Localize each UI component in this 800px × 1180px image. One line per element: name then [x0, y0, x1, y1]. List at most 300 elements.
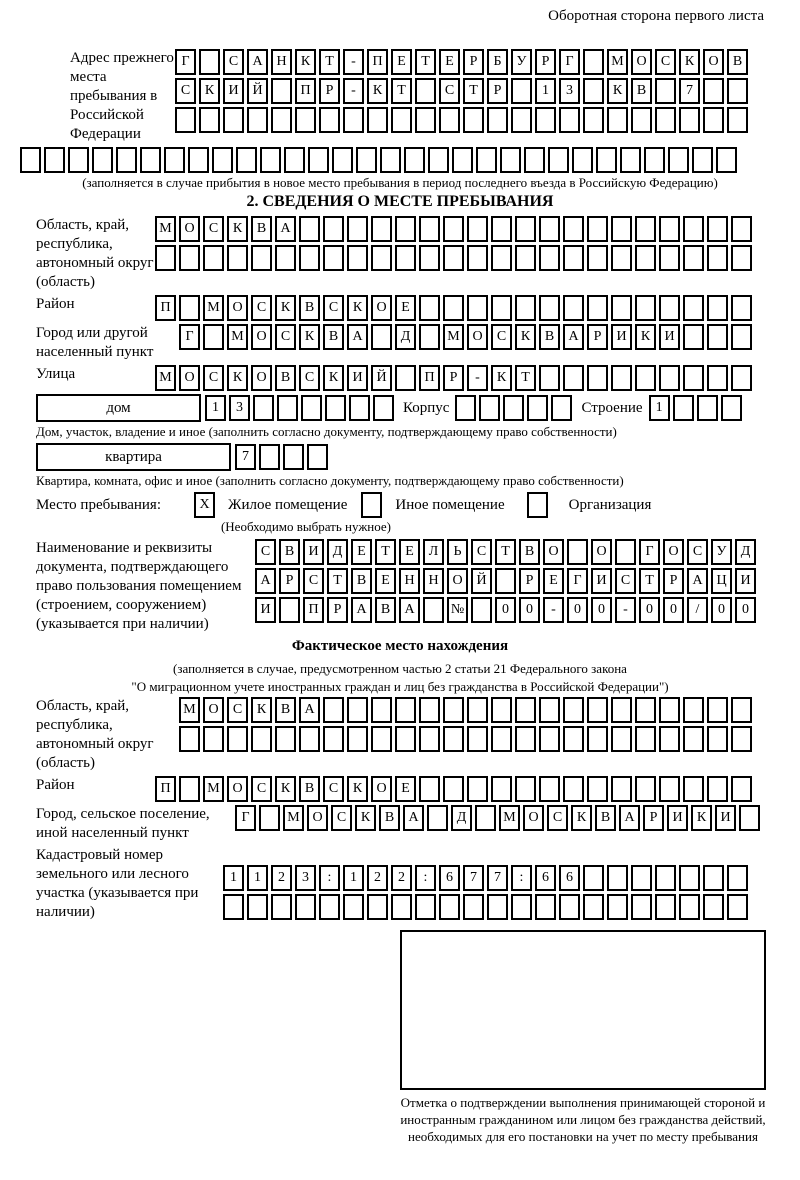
char-cell[interactable]: И [223, 78, 244, 104]
char-cell[interactable] [587, 365, 608, 391]
char-cell[interactable] [323, 697, 344, 723]
char-cell[interactable]: К [691, 805, 712, 831]
char-cell[interactable] [467, 776, 488, 802]
char-cell[interactable] [721, 395, 742, 421]
char-cell[interactable]: П [419, 365, 440, 391]
char-cell[interactable] [683, 216, 704, 242]
char-cell[interactable] [727, 107, 748, 133]
char-cell[interactable]: В [299, 776, 320, 802]
char-cell[interactable] [587, 776, 608, 802]
char-cell[interactable] [611, 776, 632, 802]
char-cell[interactable] [515, 726, 536, 752]
char-cell[interactable]: - [343, 49, 364, 75]
char-cell[interactable] [179, 295, 200, 321]
char-cell[interactable]: И [735, 568, 756, 594]
char-cell[interactable]: 1 [535, 78, 556, 104]
char-cell[interactable]: Р [463, 49, 484, 75]
char-cell[interactable]: К [571, 805, 592, 831]
char-cell[interactable]: Д [735, 539, 756, 565]
char-cell[interactable]: Н [423, 568, 444, 594]
char-cell[interactable] [707, 365, 728, 391]
char-cell[interactable] [491, 726, 512, 752]
char-cell[interactable] [259, 805, 280, 831]
char-cell[interactable]: М [179, 697, 200, 723]
char-cell[interactable] [727, 865, 748, 891]
char-cell[interactable] [395, 216, 416, 242]
char-cell[interactable]: К [251, 697, 272, 723]
char-cell[interactable] [635, 726, 656, 752]
char-cell[interactable]: А [247, 49, 268, 75]
char-cell[interactable] [731, 216, 752, 242]
char-cell[interactable]: О [307, 805, 328, 831]
char-cell[interactable]: Д [395, 324, 416, 350]
char-cell[interactable] [319, 107, 340, 133]
char-cell[interactable]: О [523, 805, 544, 831]
char-cell[interactable] [548, 147, 569, 173]
char-cell[interactable] [563, 697, 584, 723]
char-cell[interactable] [511, 894, 532, 920]
char-cell[interactable] [500, 147, 521, 173]
char-cell[interactable]: Р [535, 49, 556, 75]
char-cell[interactable]: Е [351, 539, 372, 565]
char-cell[interactable] [164, 147, 185, 173]
char-cell[interactable]: Б [487, 49, 508, 75]
char-cell[interactable] [583, 865, 604, 891]
char-cell[interactable]: Л [423, 539, 444, 565]
char-cell[interactable]: В [299, 295, 320, 321]
char-cell[interactable]: О [179, 216, 200, 242]
char-cell[interactable] [515, 295, 536, 321]
char-cell[interactable] [247, 894, 268, 920]
char-cell[interactable]: М [203, 295, 224, 321]
char-cell[interactable]: 6 [439, 865, 460, 891]
char-cell[interactable]: И [611, 324, 632, 350]
char-cell[interactable] [655, 865, 676, 891]
char-cell[interactable] [467, 216, 488, 242]
char-cell[interactable] [731, 245, 752, 271]
char-cell[interactable]: 0 [495, 597, 516, 623]
char-cell[interactable]: В [375, 597, 396, 623]
char-cell[interactable] [539, 776, 560, 802]
house-type-box[interactable]: дом [36, 394, 201, 422]
char-cell[interactable]: С [687, 539, 708, 565]
char-cell[interactable] [371, 697, 392, 723]
char-cell[interactable]: 0 [639, 597, 660, 623]
char-cell[interactable] [443, 295, 464, 321]
char-cell[interactable] [683, 245, 704, 271]
char-cell[interactable] [659, 697, 680, 723]
char-cell[interactable]: Р [643, 805, 664, 831]
char-cell[interactable] [443, 697, 464, 723]
char-cell[interactable] [319, 894, 340, 920]
char-cell[interactable] [332, 147, 353, 173]
char-cell[interactable]: О [467, 324, 488, 350]
char-cell[interactable] [703, 107, 724, 133]
char-cell[interactable] [563, 216, 584, 242]
char-cell[interactable] [583, 107, 604, 133]
char-cell[interactable] [611, 216, 632, 242]
char-cell[interactable] [308, 147, 329, 173]
char-cell[interactable]: К [227, 216, 248, 242]
char-cell[interactable] [635, 245, 656, 271]
char-cell[interactable] [683, 776, 704, 802]
char-cell[interactable] [349, 395, 370, 421]
char-cell[interactable]: : [511, 865, 532, 891]
char-cell[interactable]: Р [279, 568, 300, 594]
char-cell[interactable] [343, 894, 364, 920]
char-cell[interactable] [116, 147, 137, 173]
char-cell[interactable]: - [467, 365, 488, 391]
char-cell[interactable]: 7 [487, 865, 508, 891]
char-cell[interactable] [467, 245, 488, 271]
char-cell[interactable]: И [667, 805, 688, 831]
char-cell[interactable] [563, 726, 584, 752]
char-cell[interactable]: А [399, 597, 420, 623]
char-cell[interactable]: 1 [649, 395, 670, 421]
char-cell[interactable]: - [343, 78, 364, 104]
char-cell[interactable] [491, 776, 512, 802]
char-cell[interactable] [635, 776, 656, 802]
char-cell[interactable]: А [347, 324, 368, 350]
char-cell[interactable]: В [275, 365, 296, 391]
char-cell[interactable] [596, 147, 617, 173]
char-cell[interactable] [212, 147, 233, 173]
char-cell[interactable] [227, 726, 248, 752]
char-cell[interactable] [551, 395, 572, 421]
char-cell[interactable] [443, 216, 464, 242]
char-cell[interactable] [583, 78, 604, 104]
char-cell[interactable]: С [299, 365, 320, 391]
char-cell[interactable] [668, 147, 689, 173]
char-cell[interactable] [92, 147, 113, 173]
char-cell[interactable] [419, 697, 440, 723]
char-cell[interactable] [727, 894, 748, 920]
char-cell[interactable] [559, 894, 580, 920]
char-cell[interactable] [203, 324, 224, 350]
char-cell[interactable] [491, 216, 512, 242]
char-cell[interactable]: 2 [367, 865, 388, 891]
char-cell[interactable] [635, 697, 656, 723]
char-cell[interactable]: М [499, 805, 520, 831]
char-cell[interactable] [279, 597, 300, 623]
char-cell[interactable] [527, 492, 548, 518]
char-cell[interactable] [275, 245, 296, 271]
char-cell[interactable]: Е [439, 49, 460, 75]
char-cell[interactable] [707, 295, 728, 321]
char-cell[interactable]: Г [175, 49, 196, 75]
char-cell[interactable] [271, 894, 292, 920]
char-cell[interactable]: Г [567, 568, 588, 594]
char-cell[interactable] [703, 894, 724, 920]
char-cell[interactable]: Р [319, 78, 340, 104]
char-cell[interactable]: М [443, 324, 464, 350]
char-cell[interactable] [697, 395, 718, 421]
char-cell[interactable]: С [303, 568, 324, 594]
char-cell[interactable]: П [367, 49, 388, 75]
char-cell[interactable]: П [155, 776, 176, 802]
char-cell[interactable] [419, 726, 440, 752]
char-cell[interactable] [347, 216, 368, 242]
char-cell[interactable]: Н [271, 49, 292, 75]
char-cell[interactable] [739, 805, 760, 831]
char-cell[interactable] [692, 147, 713, 173]
char-cell[interactable]: А [275, 216, 296, 242]
char-cell[interactable] [731, 697, 752, 723]
char-cell[interactable] [495, 568, 516, 594]
char-cell[interactable]: П [155, 295, 176, 321]
char-cell[interactable]: У [711, 539, 732, 565]
char-cell[interactable] [295, 107, 316, 133]
char-cell[interactable] [343, 107, 364, 133]
char-cell[interactable] [539, 245, 560, 271]
char-cell[interactable] [611, 726, 632, 752]
char-cell[interactable]: Ц [711, 568, 732, 594]
char-cell[interactable] [295, 894, 316, 920]
char-cell[interactable] [587, 245, 608, 271]
char-cell[interactable] [587, 726, 608, 752]
char-cell[interactable]: А [351, 597, 372, 623]
char-cell[interactable] [284, 147, 305, 173]
char-cell[interactable] [539, 295, 560, 321]
char-cell[interactable]: Р [327, 597, 348, 623]
char-cell[interactable]: К [323, 365, 344, 391]
char-cell[interactable] [467, 697, 488, 723]
char-cell[interactable]: Г [639, 539, 660, 565]
char-cell[interactable]: В [595, 805, 616, 831]
char-cell[interactable] [659, 216, 680, 242]
char-cell[interactable]: 3 [559, 78, 580, 104]
char-cell[interactable]: С [223, 49, 244, 75]
char-cell[interactable]: О [227, 776, 248, 802]
char-cell[interactable]: О [631, 49, 652, 75]
char-cell[interactable]: О [251, 324, 272, 350]
char-cell[interactable] [631, 107, 652, 133]
char-cell[interactable] [659, 365, 680, 391]
char-cell[interactable]: П [303, 597, 324, 623]
char-cell[interactable]: К [491, 365, 512, 391]
char-cell[interactable] [583, 894, 604, 920]
char-cell[interactable]: Р [663, 568, 684, 594]
char-cell[interactable] [615, 539, 636, 565]
char-cell[interactable]: Д [327, 539, 348, 565]
char-cell[interactable] [44, 147, 65, 173]
char-cell[interactable] [347, 726, 368, 752]
char-cell[interactable] [175, 107, 196, 133]
char-cell[interactable]: В [539, 324, 560, 350]
char-cell[interactable]: А [687, 568, 708, 594]
char-cell[interactable] [251, 726, 272, 752]
char-cell[interactable] [515, 216, 536, 242]
char-cell[interactable]: / [687, 597, 708, 623]
char-cell[interactable] [539, 697, 560, 723]
char-cell[interactable] [391, 894, 412, 920]
char-cell[interactable] [323, 216, 344, 242]
char-cell[interactable] [203, 245, 224, 271]
char-cell[interactable]: А [299, 697, 320, 723]
char-cell[interactable]: С [227, 697, 248, 723]
char-cell[interactable] [427, 805, 448, 831]
char-cell[interactable] [503, 395, 524, 421]
char-cell[interactable]: М [155, 216, 176, 242]
char-cell[interactable]: Й [471, 568, 492, 594]
char-cell[interactable]: И [715, 805, 736, 831]
char-cell[interactable] [419, 295, 440, 321]
char-cell[interactable]: 1 [223, 865, 244, 891]
char-cell[interactable]: С [323, 776, 344, 802]
char-cell[interactable]: Е [543, 568, 564, 594]
char-cell[interactable]: К [199, 78, 220, 104]
char-cell[interactable] [404, 147, 425, 173]
char-cell[interactable] [683, 324, 704, 350]
char-cell[interactable] [487, 894, 508, 920]
char-cell[interactable]: Т [495, 539, 516, 565]
char-cell[interactable]: М [227, 324, 248, 350]
char-cell[interactable] [491, 295, 512, 321]
char-cell[interactable]: К [679, 49, 700, 75]
char-cell[interactable]: О [227, 295, 248, 321]
char-cell[interactable] [515, 776, 536, 802]
char-cell[interactable] [703, 78, 724, 104]
char-cell[interactable] [635, 295, 656, 321]
char-cell[interactable] [223, 894, 244, 920]
char-cell[interactable] [301, 395, 322, 421]
char-cell[interactable] [471, 597, 492, 623]
char-cell[interactable] [419, 216, 440, 242]
char-cell[interactable] [620, 147, 641, 173]
char-cell[interactable]: Е [395, 295, 416, 321]
char-cell[interactable] [607, 865, 628, 891]
char-cell[interactable] [587, 295, 608, 321]
char-cell[interactable]: Р [519, 568, 540, 594]
char-cell[interactable]: В [631, 78, 652, 104]
char-cell[interactable] [659, 245, 680, 271]
char-cell[interactable]: 1 [247, 865, 268, 891]
char-cell[interactable] [583, 49, 604, 75]
char-cell[interactable] [611, 697, 632, 723]
char-cell[interactable] [299, 726, 320, 752]
char-cell[interactable] [199, 49, 220, 75]
char-cell[interactable] [731, 295, 752, 321]
char-cell[interactable] [631, 894, 652, 920]
char-cell[interactable] [419, 245, 440, 271]
char-cell[interactable]: С [255, 539, 276, 565]
char-cell[interactable] [155, 245, 176, 271]
char-cell[interactable] [487, 107, 508, 133]
char-cell[interactable] [395, 245, 416, 271]
char-cell[interactable] [707, 776, 728, 802]
char-cell[interactable] [707, 324, 728, 350]
char-cell[interactable]: А [255, 568, 276, 594]
char-cell[interactable] [707, 697, 728, 723]
char-cell[interactable] [463, 894, 484, 920]
char-cell[interactable] [415, 78, 436, 104]
char-cell[interactable]: Е [391, 49, 412, 75]
char-cell[interactable]: К [635, 324, 656, 350]
char-cell[interactable]: Й [247, 78, 268, 104]
char-cell[interactable] [203, 726, 224, 752]
char-cell[interactable]: К [275, 295, 296, 321]
char-cell[interactable] [563, 365, 584, 391]
char-cell[interactable]: 2 [271, 865, 292, 891]
char-cell[interactable] [475, 805, 496, 831]
char-cell[interactable] [559, 107, 580, 133]
char-cell[interactable] [716, 147, 737, 173]
char-cell[interactable] [415, 894, 436, 920]
char-cell[interactable]: К [355, 805, 376, 831]
char-cell[interactable] [227, 245, 248, 271]
char-cell[interactable] [655, 894, 676, 920]
char-cell[interactable] [223, 107, 244, 133]
char-cell[interactable] [179, 726, 200, 752]
char-cell[interactable] [373, 395, 394, 421]
char-cell[interactable] [419, 324, 440, 350]
char-cell[interactable] [479, 395, 500, 421]
char-cell[interactable]: А [619, 805, 640, 831]
char-cell[interactable] [323, 726, 344, 752]
char-cell[interactable]: Р [587, 324, 608, 350]
char-cell[interactable] [655, 107, 676, 133]
char-cell[interactable]: В [251, 216, 272, 242]
char-cell[interactable] [659, 295, 680, 321]
char-cell[interactable] [367, 894, 388, 920]
char-cell[interactable] [731, 776, 752, 802]
char-cell[interactable] [271, 78, 292, 104]
char-cell[interactable] [467, 295, 488, 321]
char-cell[interactable]: Т [515, 365, 536, 391]
char-cell[interactable]: О [703, 49, 724, 75]
char-cell[interactable]: 7 [463, 865, 484, 891]
char-cell[interactable] [277, 395, 298, 421]
char-cell[interactable]: 0 [663, 597, 684, 623]
char-cell[interactable]: С [439, 78, 460, 104]
char-cell[interactable]: В [519, 539, 540, 565]
char-cell[interactable] [539, 365, 560, 391]
stay-type-checkbox-residential[interactable] [194, 492, 218, 518]
char-cell[interactable]: П [295, 78, 316, 104]
char-cell[interactable] [703, 865, 724, 891]
char-cell[interactable]: О [251, 365, 272, 391]
char-cell[interactable]: : [415, 865, 436, 891]
char-cell[interactable]: - [615, 597, 636, 623]
char-cell[interactable]: К [367, 78, 388, 104]
char-cell[interactable] [367, 107, 388, 133]
char-cell[interactable] [683, 697, 704, 723]
char-cell[interactable]: 1 [343, 865, 364, 891]
char-cell[interactable]: 0 [591, 597, 612, 623]
stay-type-checkbox-other[interactable] [361, 492, 385, 518]
char-cell[interactable] [679, 894, 700, 920]
char-cell[interactable]: А [403, 805, 424, 831]
char-cell[interactable] [251, 245, 272, 271]
char-cell[interactable]: О [203, 697, 224, 723]
char-cell[interactable] [515, 245, 536, 271]
char-cell[interactable]: И [659, 324, 680, 350]
char-cell[interactable]: 6 [535, 865, 556, 891]
char-cell[interactable]: С [615, 568, 636, 594]
char-cell[interactable]: Д [451, 805, 472, 831]
char-cell[interactable]: Т [375, 539, 396, 565]
char-cell[interactable]: Т [463, 78, 484, 104]
char-cell[interactable]: Р [443, 365, 464, 391]
char-cell[interactable]: К [227, 365, 248, 391]
char-cell[interactable] [683, 726, 704, 752]
char-cell[interactable] [271, 107, 292, 133]
char-cell[interactable] [347, 245, 368, 271]
char-cell[interactable] [423, 597, 444, 623]
char-cell[interactable] [140, 147, 161, 173]
char-cell[interactable]: 1 [205, 395, 226, 421]
char-cell[interactable]: 3 [229, 395, 250, 421]
